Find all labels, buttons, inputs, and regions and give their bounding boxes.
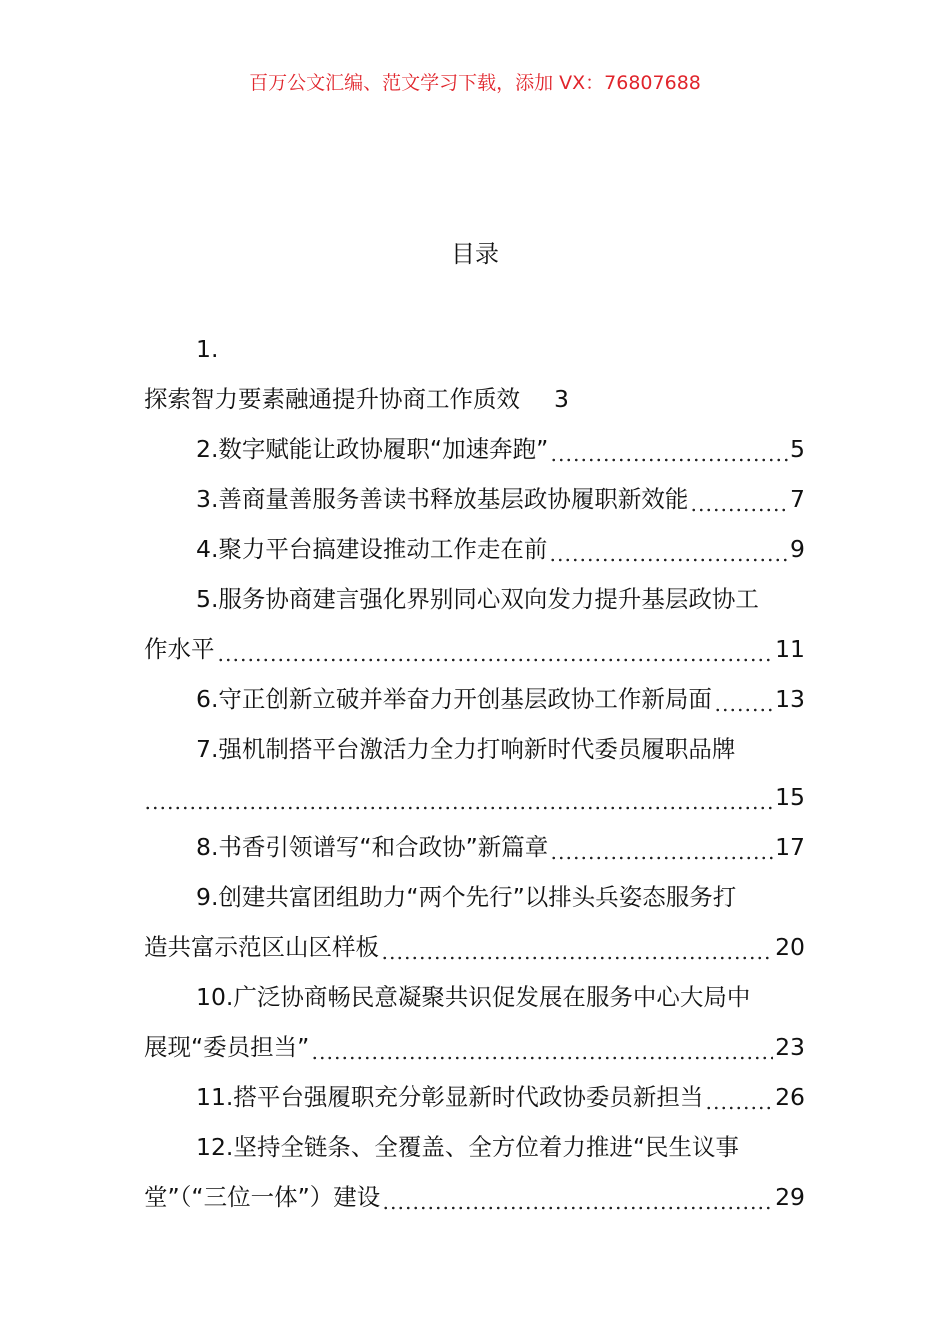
toc-entry-1-number[interactable] [196,332,805,366]
entry-title: 8.书香引领谱写“和合政协”新篇章 [196,833,549,861]
toc-entry-6[interactable] [196,682,805,716]
dot-leader [311,1030,773,1064]
entry-page: 9 [790,535,805,563]
entry-title-cont: 堂”（“三位一体”）建设 [144,1183,381,1211]
entry-title: 5.服务协商建言强化界别同心双向发力提升基层政协工 [196,585,759,613]
entry-title: 探索智力要素融通提升协商工作质效 [144,385,520,413]
entry-title: 4.聚力平台搞建设推动工作走在前 [196,535,548,563]
toc-entry-9[interactable] [196,880,805,914]
toc-entry-11[interactable] [196,1080,805,1114]
entry-title-cont: 展现“委员担当” [144,1033,310,1061]
dot-leader [690,482,788,516]
toc-entry-5-cont[interactable] [144,632,805,666]
entry-page: 5 [790,435,805,463]
toc-title: 目录 [451,240,499,268]
entry-page: 3 [554,385,569,413]
entry-page: 11 [775,635,805,663]
entry-page: 26 [775,1083,805,1111]
entry-title: 3.善商量善服务善读书释放基层政协履职新效能 [196,485,689,513]
entry-title: 2.数字赋能让政协履职“加速奔跑” [196,435,549,463]
toc-entry-4[interactable] [196,532,805,566]
dot-leader [550,432,788,466]
entry-page: 20 [775,933,805,961]
dot-leader [549,532,788,566]
entry-title: 12.坚持全链条、全覆盖、全方位着力推进“民生议事 [196,1133,740,1161]
toc-entry-3[interactable] [196,482,805,516]
dot-leader [217,632,774,666]
toc-entry-12[interactable] [196,1130,805,1164]
entry-title: 10.广泛协商畅民意凝聚共识促发展在服务中心大局中 [196,983,751,1011]
dot-leader [381,930,773,964]
entry-title: 11.搭平台强履职充分彰显新时代政协委员新担当 [196,1083,704,1111]
entry-title: 6.守正创新立破并举奋力开创基层政协工作新局面 [196,685,712,713]
toc-entry-5[interactable] [196,582,805,616]
toc-entry-7-cont[interactable] [144,780,805,814]
entry-title-cont: 造共富示范区山区样板 [144,933,379,961]
entry-page: 29 [775,1183,805,1211]
watermark-banner: 百万公文汇编、范文学习下载，添加 VX：76807688 [249,72,701,94]
entry-title: 7.强机制搭平台激活力全力打响新时代委员履职品牌 [196,735,736,763]
entry-page: 17 [775,833,805,861]
dot-leader [144,780,773,814]
toc-entry-7[interactable] [196,732,805,766]
entry-title-cont: 作水平 [144,635,215,663]
entry-page: 23 [775,1033,805,1061]
dot-leader [714,682,773,716]
toc-entry-1[interactable] [144,382,805,416]
toc-entry-9-cont[interactable] [144,930,805,964]
toc-entry-12-cont[interactable] [144,1180,805,1214]
toc-entry-10[interactable] [196,980,805,1014]
entry-title: 9.创建共富团组助力“两个先行”以排头兵姿态服务打 [196,883,737,911]
entry-number: 1. [196,335,219,363]
entry-page: 7 [790,485,805,513]
entry-page: 15 [775,783,805,811]
dot-leader [550,830,773,864]
toc-entry-8[interactable] [196,830,805,864]
entry-page: 13 [775,685,805,713]
dot-leader [382,1180,773,1214]
dot-leader [705,1080,773,1114]
toc-entry-10-cont[interactable] [144,1030,805,1064]
toc-entry-2[interactable] [196,432,805,466]
